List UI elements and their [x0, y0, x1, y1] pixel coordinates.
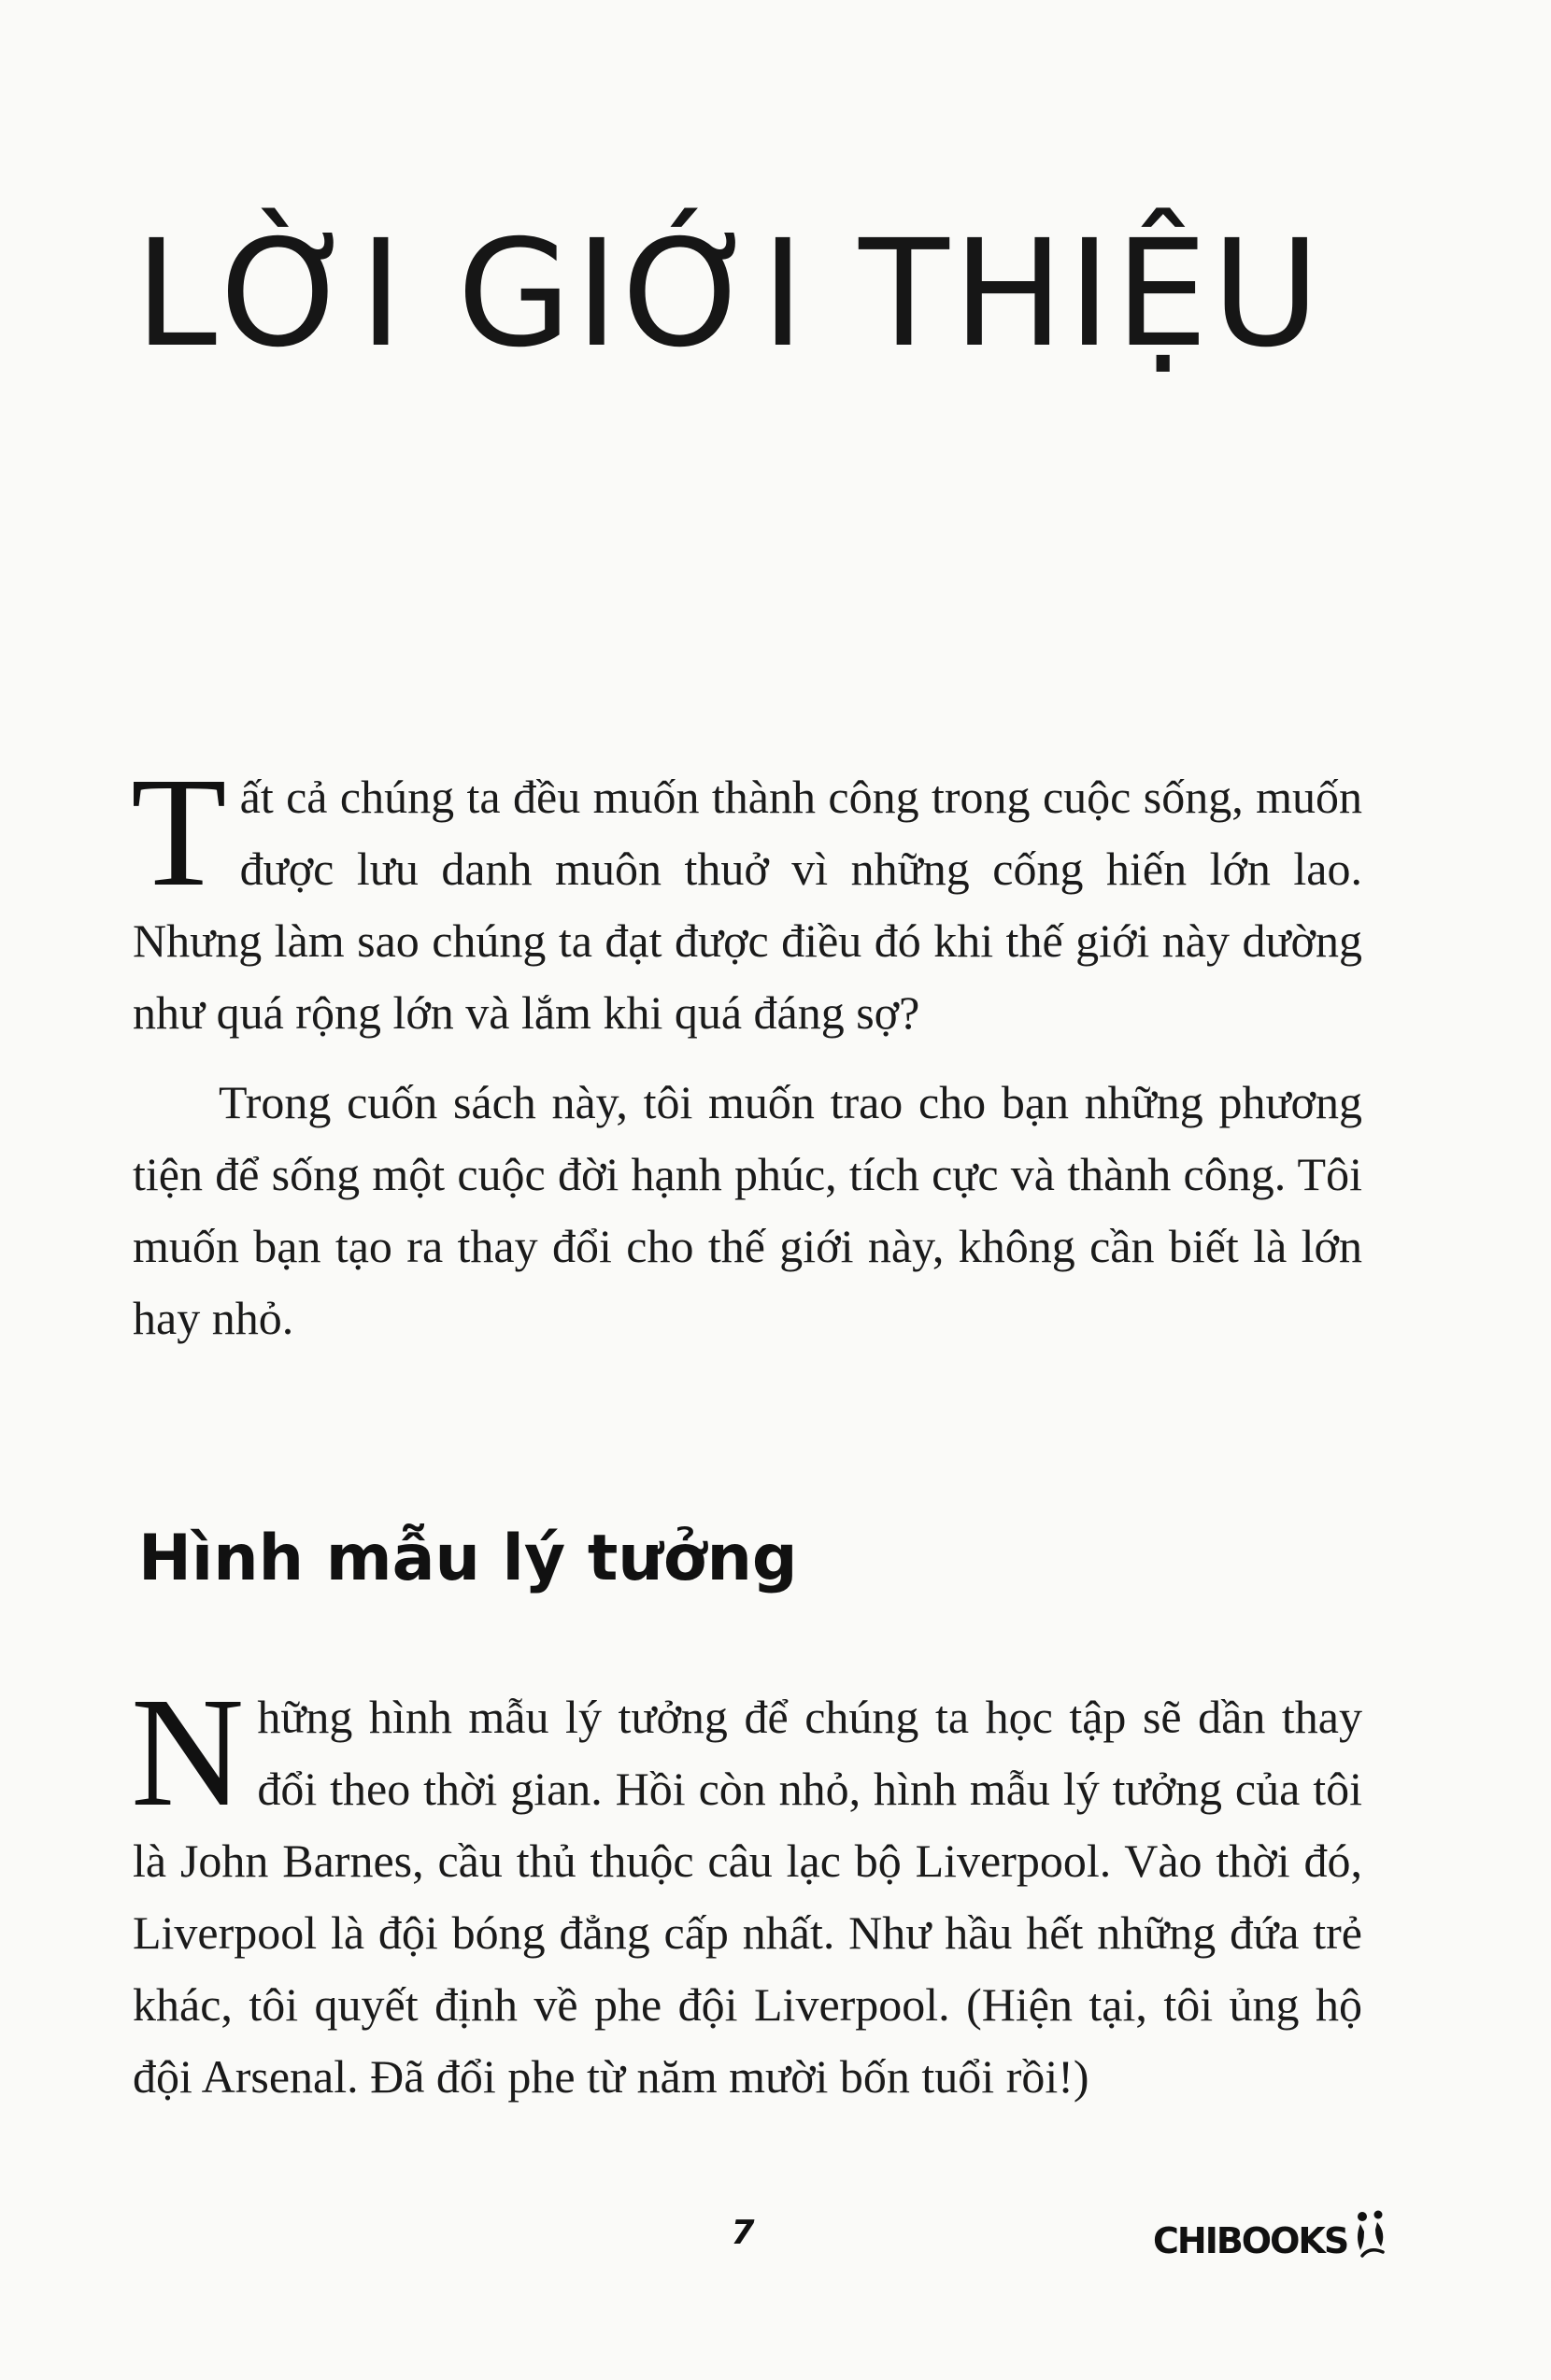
- intro-paragraph-2: Trong cuốn sách này, tôi muốn trao cho bạn những phương tiện để sống một cuộc đời hạnh phúc, tích cực và thành công. Tôi muốn bạn tạo ra thay đổi cho thế giới này, không cần biết là lớn hay nhỏ.: [133, 1076, 1362, 1344]
- section-paragraph-1-text: hững hình mẫu lý tưởng để chúng ta học tập sẽ dần thay đổi theo thời gian. Hồi còn nhỏ, hình mẫu lý tưởng của tôi là John Barnes, cầu thủ thuộc câu lạc bộ Liverpool. Vào thời đó, Liverpool là đội bóng đẳng cấp nhất. Như hầu hết những đứa trẻ khác, tôi quyết định về phe đội Liverpool. (Hiện tại, tôi ủng hộ đội Arsenal. Đã đổi phe từ năm mười bốn tuổi rồi!): [133, 1691, 1362, 2103]
- chibooks-logo-icon: [1349, 2209, 1392, 2261]
- section-paragraph-1: [131, 1665, 1362, 2113]
- intro-paragraph-1: [131, 745, 1362, 1049]
- dropcap-letter: T: [131, 745, 227, 919]
- publisher-name: CHIBOOKS: [1153, 2220, 1348, 2261]
- section-heading: Hình mẫu lý tưởng: [138, 1522, 798, 1595]
- chapter-title: LỜI GIỚI THIỆU: [135, 208, 1324, 380]
- publisher-brand: [1153, 2209, 1392, 2261]
- dropcap-letter: N: [131, 1665, 245, 1839]
- intro-paragraph-1-text: ất cả chúng ta đều muốn thành công trong cuộc sống, muốn được lưu danh muôn thuở vì những cống hiến lớn lao. Nhưng làm sao chúng ta đạt được điều đó khi thế giới này dường như quá rộng lớn và lắm khi quá đáng sợ?: [133, 771, 1362, 1039]
- page-number: 7: [731, 2214, 755, 2252]
